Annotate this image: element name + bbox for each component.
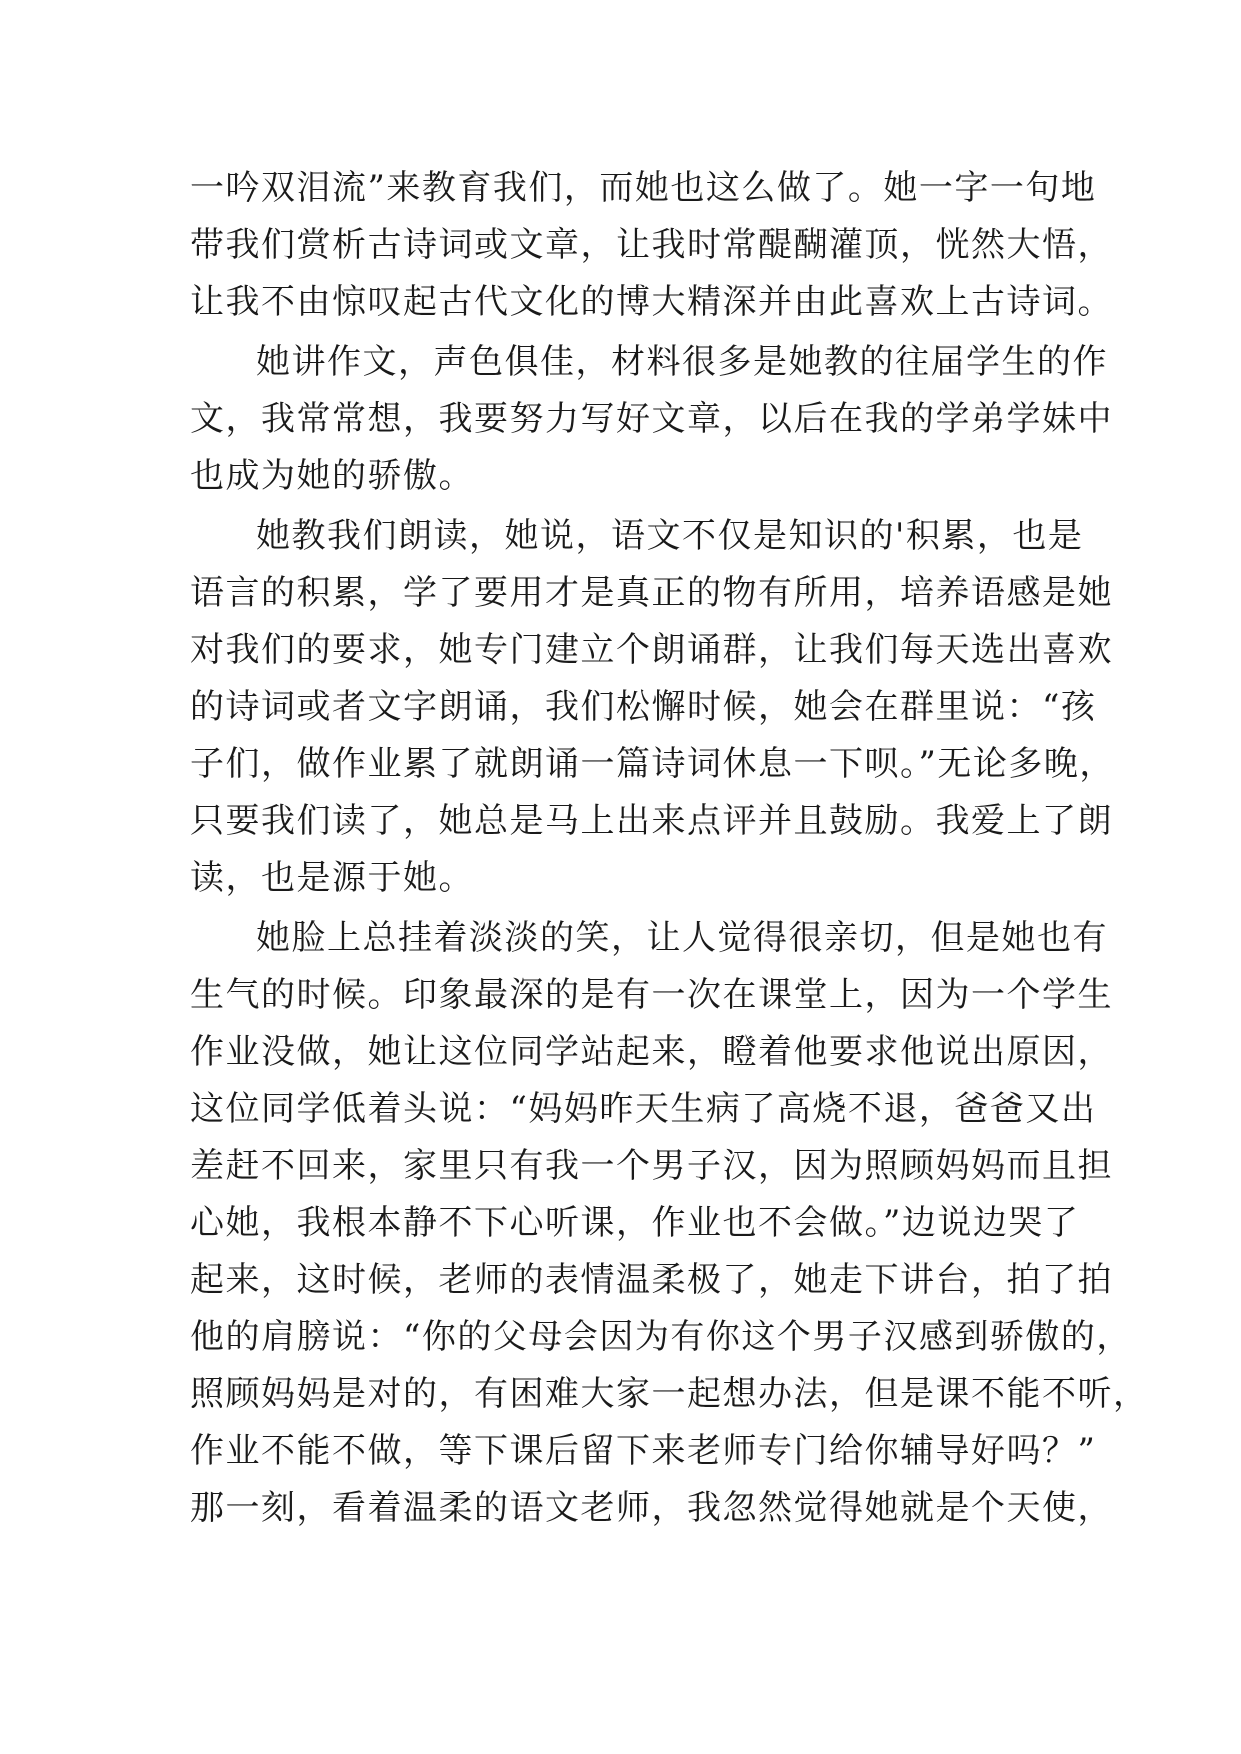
text-line: 起来，这时候，老师的表情温柔极了，她走下讲台，拍了拍 [190,1260,1113,1300]
paragraph-start-line: 她脸上总挂着淡淡的笑，让人觉得很亲切，但是她也有 [256,918,1108,958]
paragraph-start-line: 她讲作文，声色俱佳，材料很多是她教的往届学生的作 [256,342,1108,382]
text-line: 作业没做，她让这位同学站起来，瞪着他要求他说出原因， [190,1032,1113,1072]
text-line: 文，我常常想，我要努力写好文章，以后在我的学弟学妹中 [190,399,1113,439]
text-line: 让我不由惊叹起古代文化的博大精深并由此喜欢上古诗词。 [190,282,1113,322]
text-line: 语言的积累，学了要用才是真正的物有所用，培养语感是她 [190,573,1113,613]
text-line: 他的肩膀说：“你的父母会因为有你这个男子汉感到骄傲的， [190,1317,1132,1357]
text-line: 这位同学低着头说：“妈妈昨天生病了高烧不退，爸爸又出 [190,1089,1097,1129]
text-line: 作业不能不做，等下课后留下来老师专门给你辅导好吗？” [190,1431,1097,1471]
text-line: 子们，做作业累了就朗诵一篇诗词休息一下呗。”无论多晚， [190,744,1115,784]
text-line: 只要我们读了，她总是马上出来点评并且鼓励。我爱上了朗 [190,801,1113,841]
text-line: 一吟双泪流”来教育我们，而她也这么做了。她一字一句地 [190,168,1097,208]
text-line: 心她，我根本静不下心听课，作业也不会做。”边说边哭了 [190,1203,1080,1243]
text-line: 带我们赏析古诗词或文章，让我时常醍醐灌顶，恍然大悟， [190,225,1113,265]
text-line: 读，也是源于她。 [190,858,474,898]
text-line: 对我们的要求，她专门建立个朗诵群，让我们每天选出喜欢 [190,630,1113,670]
text-line: 也成为她的骄傲。 [190,456,474,496]
paragraph-start-line: 她教我们朗读，她说，语文不仅是知识的'积累，也是 [256,516,1084,556]
text-line: 的诗词或者文字朗诵，我们松懈时候，她会在群里说：“孩 [190,687,1097,727]
text-line: 那一刻，看着温柔的语文老师，我忽然觉得她就是个天使， [190,1488,1113,1528]
text-line: 照顾妈妈是对的，有困难大家一起想办法，但是课不能不听， [190,1374,1149,1414]
text-line: 生气的时候。印象最深的是有一次在课堂上，因为一个学生 [190,975,1113,1015]
text-line: 差赶不回来，家里只有我一个男子汉，因为照顾妈妈而且担 [190,1146,1113,1186]
